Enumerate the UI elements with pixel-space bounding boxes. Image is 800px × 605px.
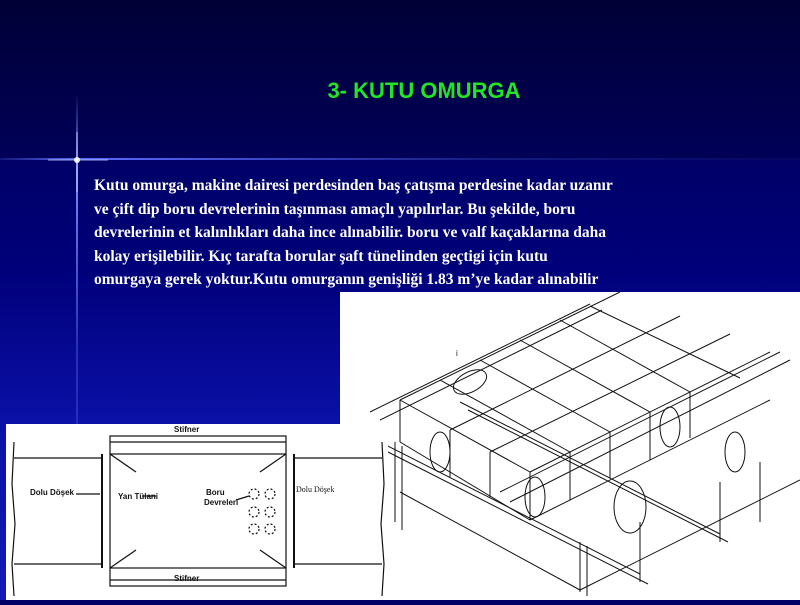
stifner-bottom-label: Stifner bbox=[174, 574, 200, 583]
paragraph-line: Kutu omurga, makine dairesi perdesinden baş çatışma perdesine kadar uzanır bbox=[94, 177, 613, 194]
right-floor-label: Dolu Döşek bbox=[296, 485, 335, 494]
slide-title: 3- KUTU OMURGA bbox=[327, 78, 521, 103]
pipes-label-line2: Devreleri bbox=[204, 498, 239, 507]
isometric-box-keel-diagram bbox=[340, 292, 800, 600]
stifner-top-label: Stifner bbox=[174, 425, 200, 434]
paragraph-line: kolay erişilebilir. Kıç tarafta borular şaft tünelinden geçtigi için kutu bbox=[94, 247, 548, 265]
left-floor-label: Dolu Döşek bbox=[30, 488, 75, 497]
side-girder-label: Yan Tülani bbox=[118, 492, 159, 501]
iso-callout: i bbox=[456, 349, 458, 358]
isometric-drawing bbox=[340, 292, 800, 600]
plan-section-diagram bbox=[6, 424, 388, 600]
paragraph-line: ve çift dip boru devrelerinin taşınması amaçlı yapılırlar. Bu şekilde, boru bbox=[94, 200, 576, 218]
horizontal-accent-line bbox=[0, 158, 800, 160]
paragraph-line: devrelerinin et kalınlıkları daha ince alınabilir. boru ve valf kaçaklarına daha bbox=[94, 224, 606, 241]
body-paragraph bbox=[94, 174, 784, 292]
paragraph-line: omurgaya gerek yoktur.Kutu omurganın genişliği 1.83 m’ye kadar alınabilir bbox=[94, 271, 599, 288]
pipes-label-line1: Boru bbox=[206, 488, 225, 497]
